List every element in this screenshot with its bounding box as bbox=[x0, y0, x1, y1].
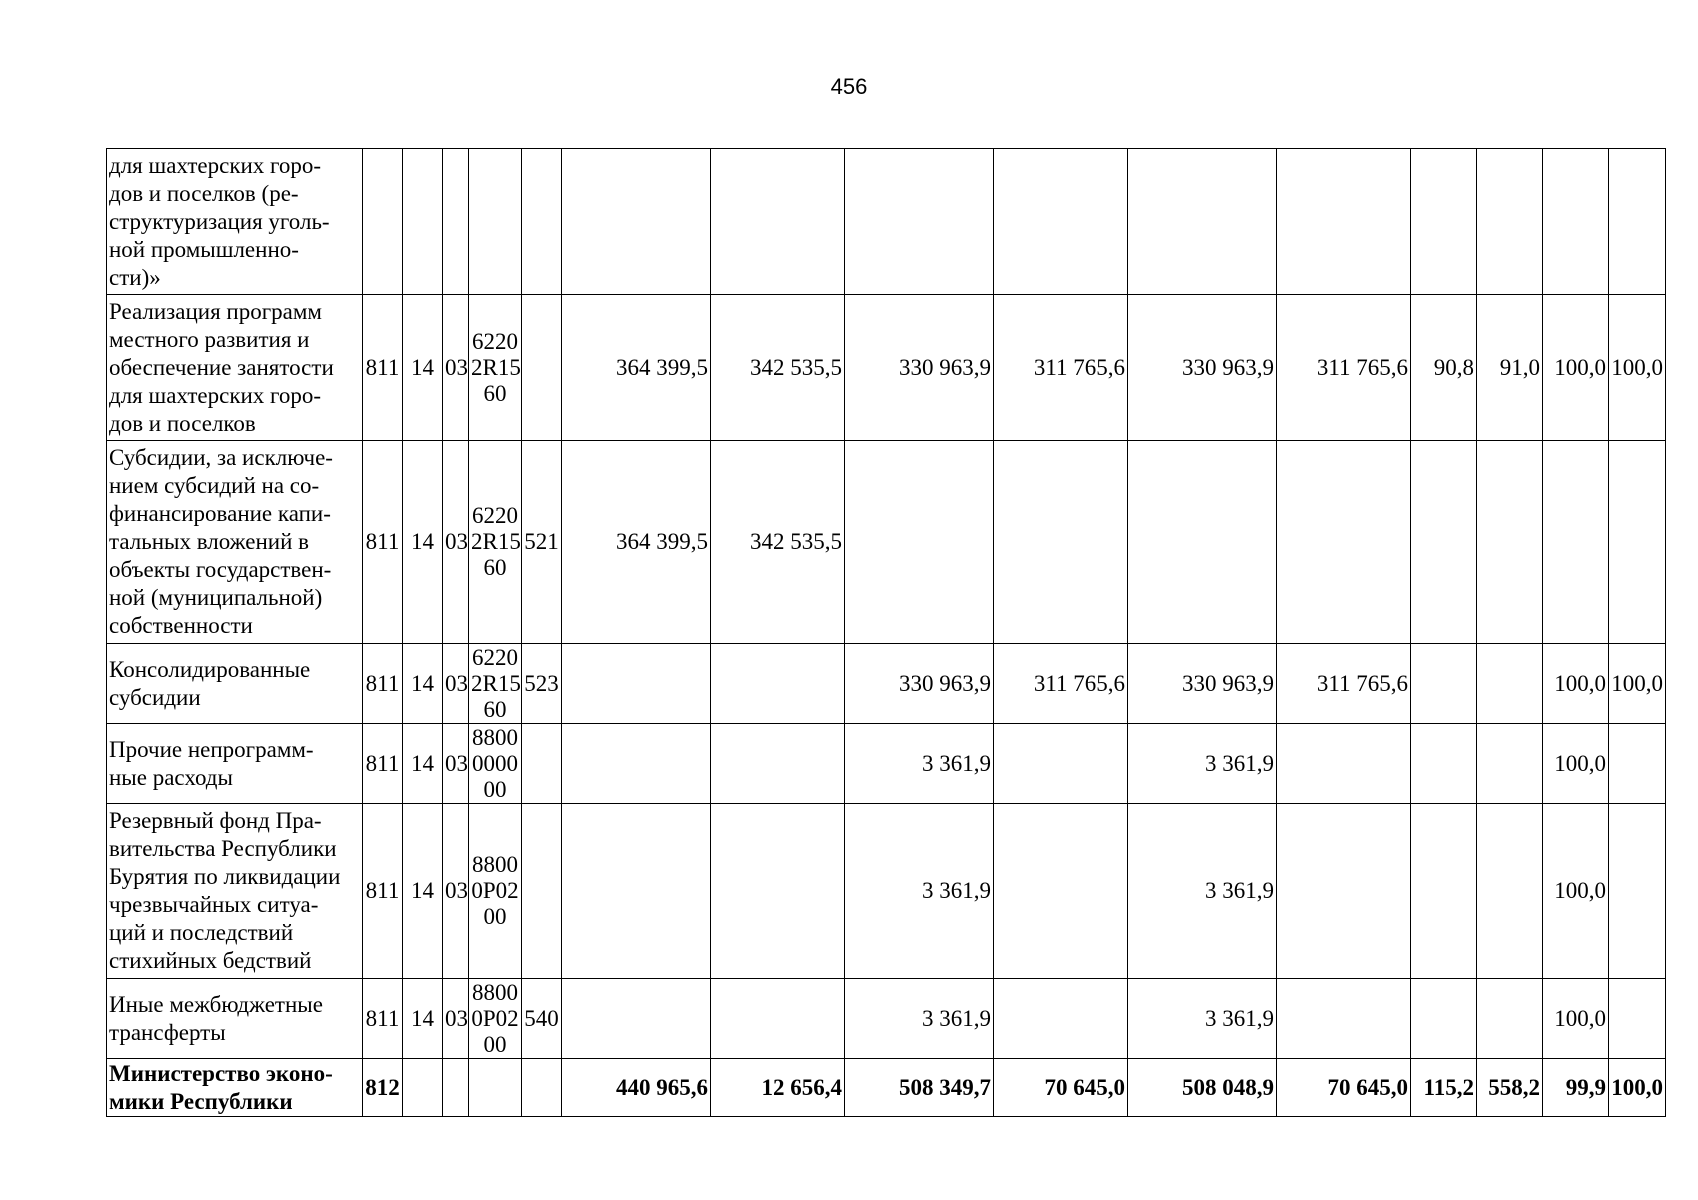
percent-refined-value: 100,0 bbox=[1543, 644, 1609, 724]
target-article-code: 6220 2R15 60 bbox=[469, 295, 522, 441]
row-name: Реализация программ местного развития и обеспечение занятости для шахтерских горо- дов и поселков bbox=[107, 295, 363, 441]
table-row bbox=[107, 295, 1666, 441]
executed-value bbox=[1128, 441, 1277, 644]
target-article-code: 8800 0000 00 bbox=[469, 724, 522, 804]
table-row bbox=[107, 644, 1666, 724]
percent-initial-value: 90,8 bbox=[1411, 295, 1477, 441]
expense-type-code bbox=[522, 1059, 562, 1117]
percent-refined-value: 99,9 bbox=[1543, 1059, 1609, 1117]
percent-initial-federal-value bbox=[1477, 724, 1543, 804]
grbs-code: 811 bbox=[363, 724, 403, 804]
expense-type-code: 521 bbox=[522, 441, 562, 644]
subsection-code: 03 bbox=[443, 724, 469, 804]
percent-initial-federal-value bbox=[1477, 804, 1543, 979]
page-number: 456 bbox=[830, 74, 868, 99]
percent-initial-value bbox=[1411, 979, 1477, 1059]
table-row bbox=[107, 441, 1666, 644]
plan-refined-value bbox=[845, 149, 994, 295]
plan-initial-value bbox=[562, 724, 711, 804]
executed-value: 3 361,9 bbox=[1128, 724, 1277, 804]
plan-initial-federal-value: 342 535,5 bbox=[711, 295, 845, 441]
section-code: 14 bbox=[403, 724, 443, 804]
subsection-code bbox=[443, 1059, 469, 1117]
plan-refined-federal-value: 70 645,0 bbox=[994, 1059, 1128, 1117]
subsection-code bbox=[443, 149, 469, 295]
grbs-code bbox=[363, 149, 403, 295]
percent-refined-federal-value: 100,0 bbox=[1609, 644, 1666, 724]
percent-refined-federal-value bbox=[1609, 804, 1666, 979]
section-code bbox=[403, 1059, 443, 1117]
row-name: Министерство эконо- мики Республики bbox=[107, 1059, 363, 1117]
plan-initial-federal-value bbox=[711, 724, 845, 804]
target-article-code: 8800 0Р02 00 bbox=[469, 979, 522, 1059]
percent-refined-federal-value: 100,0 bbox=[1609, 1059, 1666, 1117]
executed-value: 508 048,9 bbox=[1128, 1059, 1277, 1117]
plan-refined-federal-value bbox=[994, 724, 1128, 804]
plan-initial-federal-value bbox=[711, 979, 845, 1059]
subsection-code: 03 bbox=[443, 441, 469, 644]
plan-initial-federal-value bbox=[711, 644, 845, 724]
row-name: Резервный фонд Пра- вительства Республики Бурятия по ликвидации чрезвычайных ситуа- ций и последствий стихийных бедствий bbox=[107, 804, 363, 979]
percent-initial-federal-value bbox=[1477, 149, 1543, 295]
plan-initial-value bbox=[562, 979, 711, 1059]
percent-refined-value: 100,0 bbox=[1543, 979, 1609, 1059]
plan-initial-value: 364 399,5 bbox=[562, 441, 711, 644]
percent-refined-value: 100,0 bbox=[1543, 295, 1609, 441]
row-name: Иные межбюджетные трансферты bbox=[107, 979, 363, 1059]
grbs-code: 811 bbox=[363, 644, 403, 724]
executed-value: 330 963,9 bbox=[1128, 295, 1277, 441]
percent-initial-federal-value bbox=[1477, 441, 1543, 644]
percent-initial-value bbox=[1411, 441, 1477, 644]
plan-refined-value: 508 349,7 bbox=[845, 1059, 994, 1117]
plan-initial-federal-value bbox=[711, 804, 845, 979]
subsection-code: 03 bbox=[443, 979, 469, 1059]
table-row bbox=[107, 149, 1666, 295]
subsection-code: 03 bbox=[443, 804, 469, 979]
percent-refined-value: 100,0 bbox=[1543, 724, 1609, 804]
table-row bbox=[107, 724, 1666, 804]
expense-type-code bbox=[522, 724, 562, 804]
plan-initial-value: 440 965,6 bbox=[562, 1059, 711, 1117]
section-code: 14 bbox=[403, 644, 443, 724]
expense-type-code bbox=[522, 295, 562, 441]
section-code: 14 bbox=[403, 979, 443, 1059]
grbs-code: 811 bbox=[363, 295, 403, 441]
row-name: Субсидии, за исключе- нием субсидий на со- финансирование капи- тальных вложений в объекты государствен- ной (муниципальной) собственности bbox=[107, 441, 363, 644]
section-code bbox=[403, 149, 443, 295]
plan-refined-value: 330 963,9 bbox=[845, 295, 994, 441]
percent-refined-value bbox=[1543, 149, 1609, 295]
executed-value: 3 361,9 bbox=[1128, 804, 1277, 979]
budget-execution-table bbox=[106, 148, 1666, 1117]
section-code: 14 bbox=[403, 295, 443, 441]
subsection-code: 03 bbox=[443, 644, 469, 724]
percent-initial-federal-value bbox=[1477, 644, 1543, 724]
expense-type-code bbox=[522, 804, 562, 979]
row-name: для шахтерских горо- дов и поселков (ре- структуризация уголь- ной промышленно- сти)» bbox=[107, 149, 363, 295]
table-row bbox=[107, 1059, 1666, 1117]
percent-initial-federal-value: 558,2 bbox=[1477, 1059, 1543, 1117]
executed-federal-value: 311 765,6 bbox=[1277, 644, 1411, 724]
plan-refined-federal-value: 311 765,6 bbox=[994, 644, 1128, 724]
plan-refined-value: 3 361,9 bbox=[845, 979, 994, 1059]
plan-refined-federal-value: 311 765,6 bbox=[994, 295, 1128, 441]
plan-initial-federal-value: 342 535,5 bbox=[711, 441, 845, 644]
executed-federal-value bbox=[1277, 149, 1411, 295]
percent-initial-value: 115,2 bbox=[1411, 1059, 1477, 1117]
expense-type-code: 523 bbox=[522, 644, 562, 724]
executed-federal-value bbox=[1277, 979, 1411, 1059]
target-article-code: 6220 2R15 60 bbox=[469, 441, 522, 644]
percent-initial-value bbox=[1411, 149, 1477, 295]
row-name: Консолидированные субсидии bbox=[107, 644, 363, 724]
percent-initial-value bbox=[1411, 644, 1477, 724]
plan-refined-federal-value bbox=[994, 979, 1128, 1059]
plan-initial-value bbox=[562, 804, 711, 979]
plan-refined-federal-value bbox=[994, 149, 1128, 295]
plan-initial-federal-value bbox=[711, 149, 845, 295]
grbs-code: 811 bbox=[363, 979, 403, 1059]
percent-refined-federal-value bbox=[1609, 979, 1666, 1059]
table-row bbox=[107, 979, 1666, 1059]
plan-initial-value: 364 399,5 bbox=[562, 295, 711, 441]
plan-refined-federal-value bbox=[994, 804, 1128, 979]
percent-initial-federal-value bbox=[1477, 979, 1543, 1059]
percent-refined-federal-value bbox=[1609, 149, 1666, 295]
percent-refined-federal-value: 100,0 bbox=[1609, 295, 1666, 441]
plan-refined-value: 330 963,9 bbox=[845, 644, 994, 724]
percent-initial-value bbox=[1411, 804, 1477, 979]
plan-initial-federal-value: 12 656,4 bbox=[711, 1059, 845, 1117]
expense-type-code: 540 bbox=[522, 979, 562, 1059]
percent-initial-value bbox=[1411, 724, 1477, 804]
subsection-code: 03 bbox=[443, 295, 469, 441]
target-article-code: 8800 0Р02 00 bbox=[469, 804, 522, 979]
grbs-code: 811 bbox=[363, 441, 403, 644]
plan-refined-value: 3 361,9 bbox=[845, 724, 994, 804]
executed-value: 3 361,9 bbox=[1128, 979, 1277, 1059]
executed-federal-value bbox=[1277, 724, 1411, 804]
row-name: Прочие непрограмм- ные расходы bbox=[107, 724, 363, 804]
percent-refined-federal-value bbox=[1609, 724, 1666, 804]
target-article-code: 6220 2R15 60 bbox=[469, 644, 522, 724]
percent-refined-federal-value bbox=[1609, 441, 1666, 644]
expense-type-code bbox=[522, 149, 562, 295]
section-code: 14 bbox=[403, 804, 443, 979]
target-article-code bbox=[469, 1059, 522, 1117]
percent-refined-value bbox=[1543, 441, 1609, 644]
percent-initial-federal-value: 91,0 bbox=[1477, 295, 1543, 441]
plan-refined-value: 3 361,9 bbox=[845, 804, 994, 979]
plan-refined-federal-value bbox=[994, 441, 1128, 644]
executed-federal-value bbox=[1277, 804, 1411, 979]
executed-federal-value: 311 765,6 bbox=[1277, 295, 1411, 441]
executed-federal-value: 70 645,0 bbox=[1277, 1059, 1411, 1117]
percent-refined-value: 100,0 bbox=[1543, 804, 1609, 979]
plan-initial-value bbox=[562, 644, 711, 724]
grbs-code: 812 bbox=[363, 1059, 403, 1117]
executed-federal-value bbox=[1277, 441, 1411, 644]
target-article-code bbox=[469, 149, 522, 295]
executed-value bbox=[1128, 149, 1277, 295]
plan-refined-value bbox=[845, 441, 994, 644]
executed-value: 330 963,9 bbox=[1128, 644, 1277, 724]
grbs-code: 811 bbox=[363, 804, 403, 979]
section-code: 14 bbox=[403, 441, 443, 644]
plan-initial-value bbox=[562, 149, 711, 295]
table-row bbox=[107, 804, 1666, 979]
